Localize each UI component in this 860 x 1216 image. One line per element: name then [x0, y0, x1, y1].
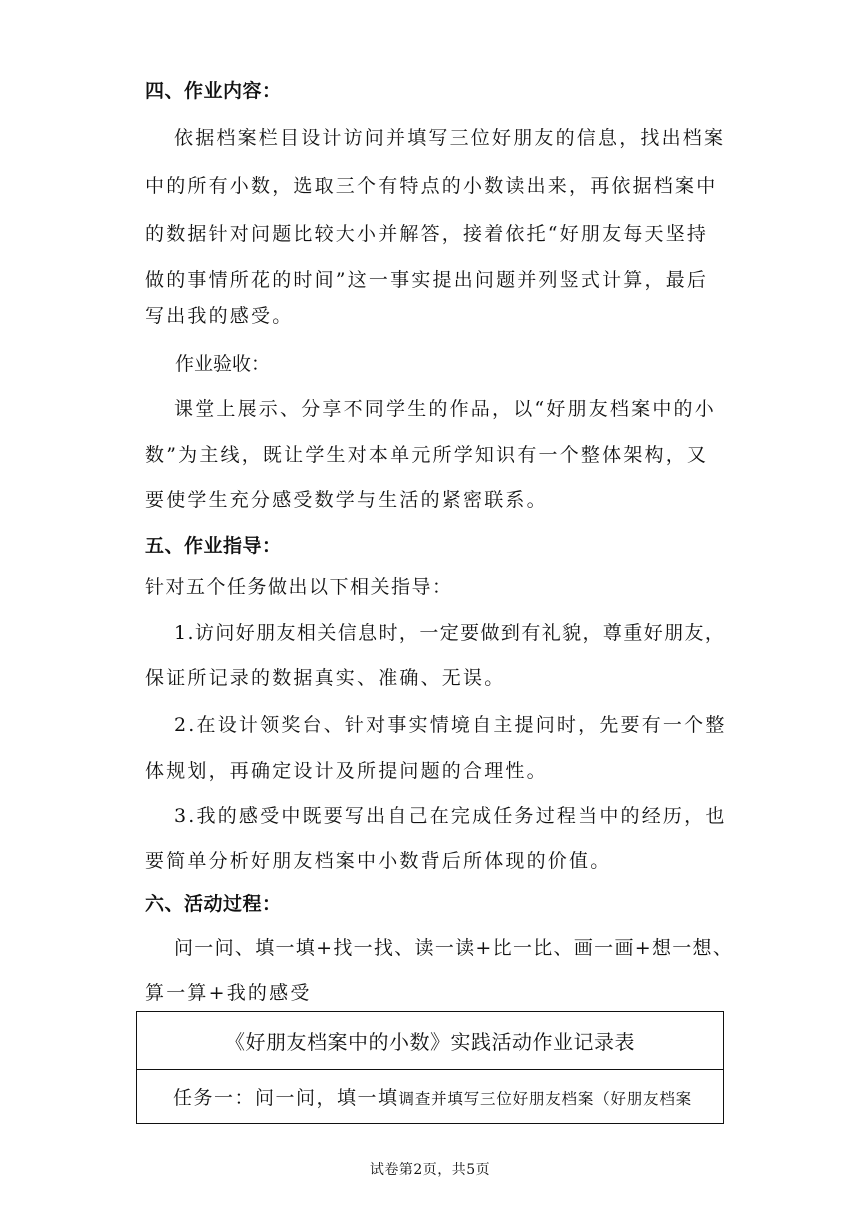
- task-1-description: 调查并填写三位好朋友档案（好朋友档案: [398, 1090, 692, 1108]
- s4-paragraph-line: 写出我的感受。: [145, 305, 294, 327]
- acceptance-title: 作业验收：: [175, 353, 271, 375]
- s6-process-line: 问一问、填一填+找一找、读一读+比一比、画一画+想一想、: [174, 937, 734, 959]
- section-6-title: 六、活动过程：: [145, 893, 282, 915]
- s5-guidance-line: 3.我的感受中既要写出自己在完成任务过程当中的经历，也: [174, 805, 727, 827]
- table-title: 《好朋友档案中的小数》实践活动作业记录表: [225, 1030, 635, 1054]
- s4-paragraph-line: 的数据针对问题比较大小并解答，接着依托“好朋友每天坚持: [145, 223, 709, 245]
- acceptance-paragraph-line: 要使学生充分感受数学与生活的紧密联系。: [145, 489, 548, 511]
- acceptance-paragraph-line: 课堂上展示、分享不同学生的作品，以“好朋友档案中的小: [174, 398, 716, 420]
- table-divider: [137, 1069, 723, 1070]
- table-row-task-1: [173, 1083, 692, 1110]
- s5-guidance-line: 体规划，再确定设计及所提问题的合理性。: [145, 760, 548, 782]
- acceptance-paragraph-line: 数”为主线，既让学生对本单元所学知识有一个整体架构，又: [145, 444, 709, 466]
- s5-intro: 针对五个任务做出以下相关指导：: [145, 576, 453, 598]
- s4-paragraph-line: 做的事情所花的时间”这一事实提出问题并列竖式计算，最后: [145, 269, 709, 291]
- s4-paragraph-line: 依据档案栏目设计访问并填写三位好朋友的信息，找出档案: [174, 127, 726, 149]
- s6-process-line: 算一算+我的感受: [145, 982, 312, 1004]
- activity-record-table: [136, 1011, 724, 1124]
- s5-guidance-line: 1.访问好朋友相关信息时，一定要做到有礼貌，尊重好朋友，: [174, 622, 726, 644]
- task-1-label: 任务一：问一问，填一填: [173, 1087, 399, 1109]
- s5-guidance-line: 保证所记录的数据真实、准确、无误。: [145, 667, 506, 689]
- section-4-title: 四、作业内容：: [145, 80, 282, 102]
- s5-guidance-line: 要简单分析好朋友档案中小数背后所体现的价值。: [145, 850, 612, 872]
- page-footer: 试卷第2页，共5页: [369, 1162, 491, 1178]
- s4-paragraph-line: 中的所有小数，选取三个有特点的小数读出来，再依据档案中: [145, 175, 718, 197]
- section-5-title: 五、作业指导：: [145, 535, 282, 557]
- s5-guidance-line: 2.在设计领奖台、针对事实情境自主提问时，先要有一个整: [174, 714, 727, 736]
